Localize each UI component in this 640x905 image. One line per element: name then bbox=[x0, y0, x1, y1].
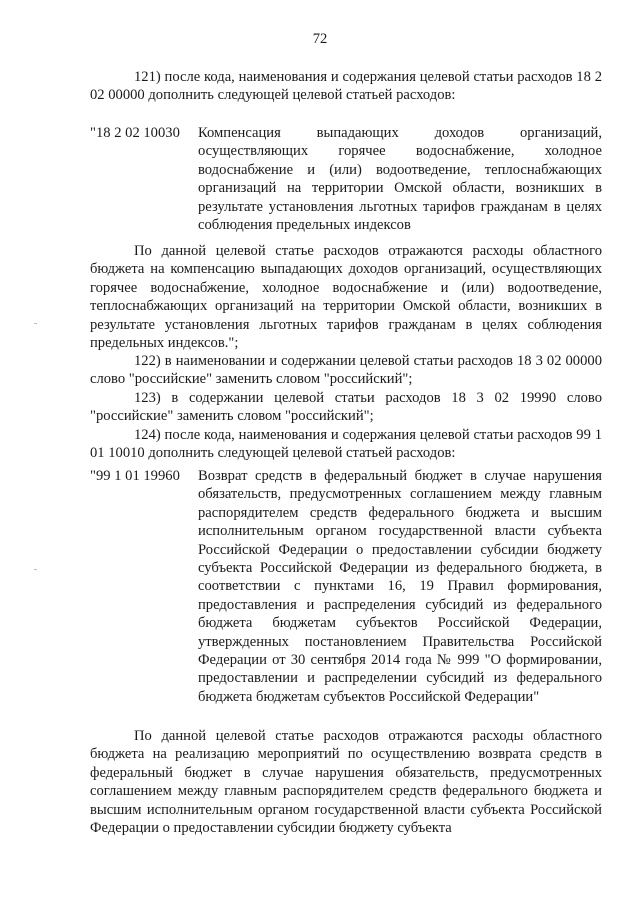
scan-artifact bbox=[34, 569, 37, 570]
page-number: 72 bbox=[312, 31, 328, 47]
paragraph-description-1: По данной целевой статье расходов отражаются расходы областного бюджета на компенсацию выпадающих доходов организаций, осуществляющих горячее водоснабжение, холодное водоснабжение и (или) водоотведение, теплоснабжающих организаций на территории Омской области, возникших в результате установления льготных тарифов гражданам в целях соблюдения предельных индексов."; bbox=[90, 243, 602, 352]
scan-artifact bbox=[34, 323, 37, 324]
paragraph-122: 122) в наименовании и содержании целевой статьи расходов 18 3 02 00000 слово "российские" заменить словом "российский"; bbox=[90, 353, 602, 388]
entry-text: Возврат средств в федеральный бюджет в случае нарушения обязательств, предусмотренных соглашением между главным распорядителем средств федерального бюджета и высшим исполнительным органом государственной власти субъекта Российской Федерации о предоставлении субсидии бюджету субъекта Российской Федерации из федерального бюджета, в соответствии с пунктами 16, 19 Правил формирования, предоставления и распределения субсидий из федерального бюджета бюджетам субъектов Российской Федерации, утвержденных постановлением Правительства Российской Федерации от 30 сентября 2014 года № 999 "О формировании, предоставлении и распределении субсидий из федерального бюджета бюджетам субъектов Российской Федерации" bbox=[198, 468, 602, 705]
paragraph-123: 123) в содержании целевой статьи расходов 18 3 02 19990 слово "российские" заменить словом "российский"; bbox=[90, 390, 602, 425]
paragraph-description-2: По данной целевой статье расходов отражаются расходы областного бюджета на реализацию мероприятий по осуществлению возврата средств в федеральный бюджет в случае нарушения обязательств, предусмотренных соглашением между главным распорядителем средств федерального бюджета и высшим исполнительным органом государственной власти субъекта Российской Федерации о предоставлении субсидии бюджету субъекта bbox=[90, 728, 602, 837]
paragraph-121: 121) после кода, наименования и содержания целевой статьи расходов 18 2 02 00000 дополнить следующей целевой статьей расходов: bbox=[90, 69, 602, 104]
entry-code: "99 1 01 19960 bbox=[90, 468, 180, 484]
entry-code: "18 2 02 10030 bbox=[90, 125, 180, 141]
paragraph-124: 124) после кода, наименования и содержания целевой статьи расходов 99 1 01 10010 дополнить следующей целевой статьей расходов: bbox=[90, 427, 602, 462]
entry-text: Компенсация выпадающих доходов организаций, осуществляющих горячее водоснабжение, холодное водоснабжение и (или) водоотведение, теплоснабжающих организаций на территории Омской области, возникших в результате установления льготных тарифов гражданам в целях соблюдения предельных индексов bbox=[198, 125, 602, 234]
